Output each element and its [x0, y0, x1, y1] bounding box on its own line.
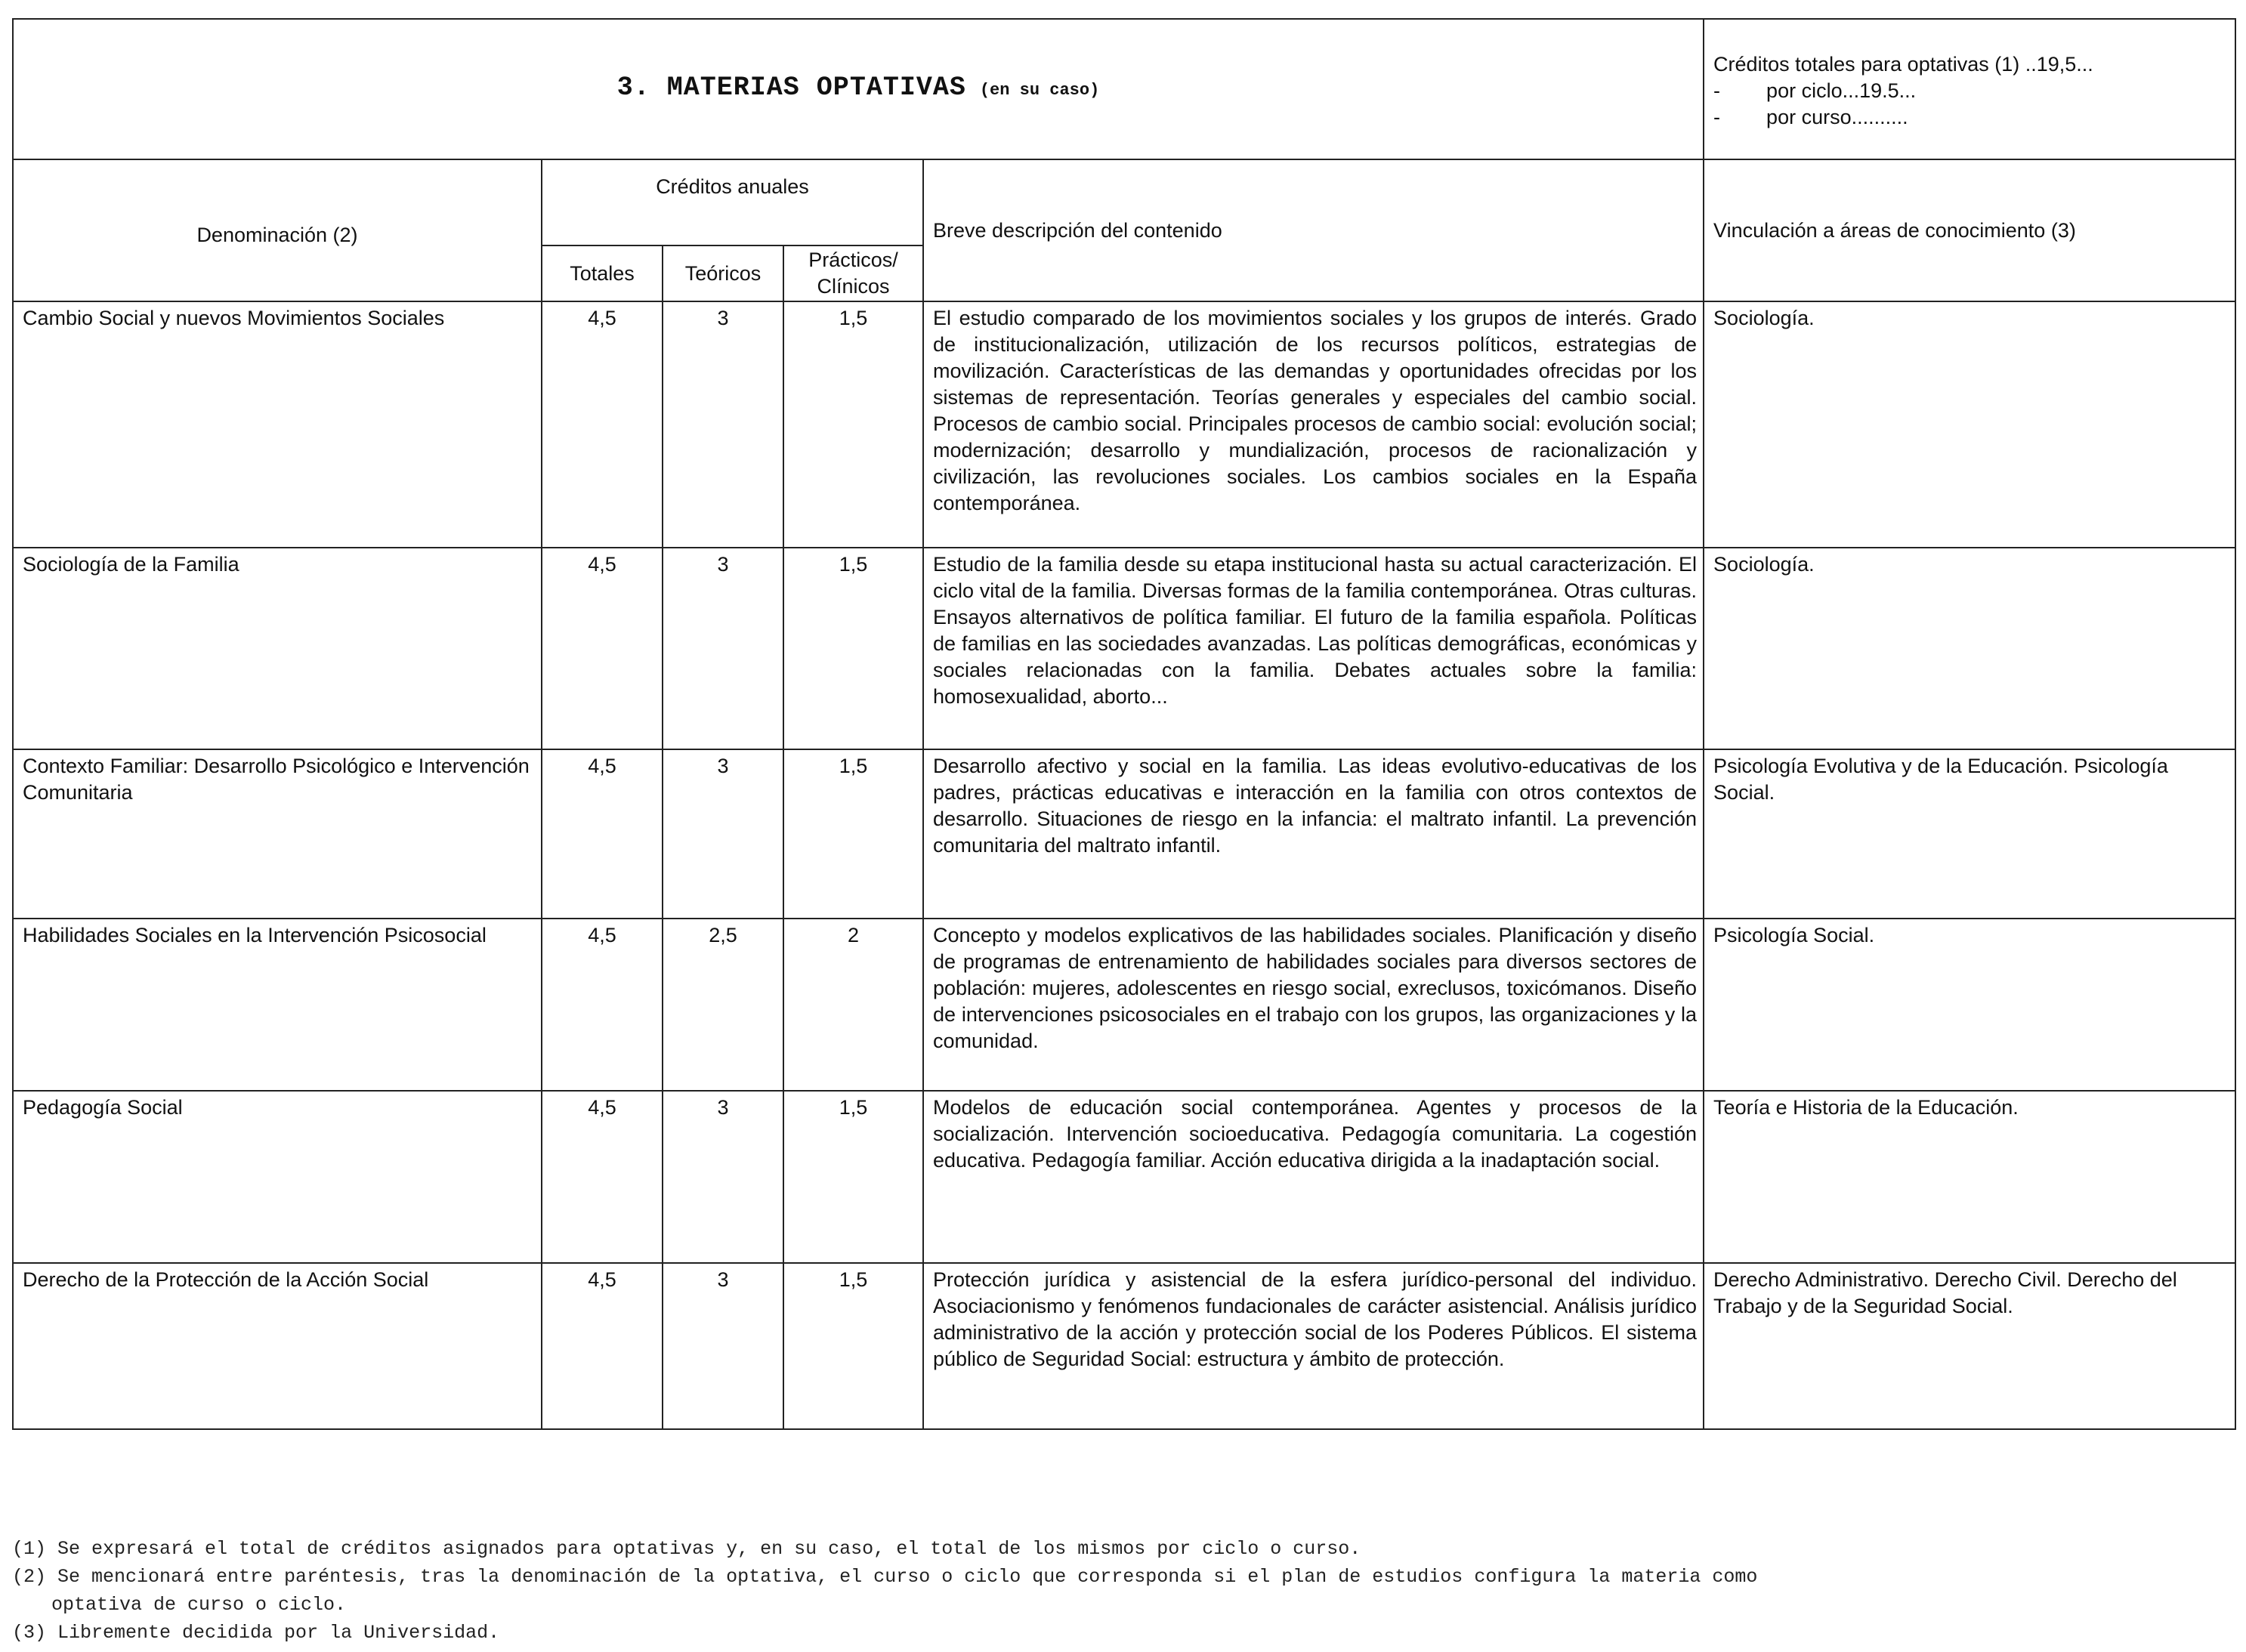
credits-summary	[1704, 19, 2235, 159]
row-teoricos: 3	[663, 301, 783, 548]
table-row	[13, 749, 2235, 919]
row-description: Concepto y modelos explicativos de las habilidades sociales. Planificación y diseño de programas de entrenamiento de habilidades sociales para diversos sectores de población: mujeres, adolescentes en riesgo social, exreclusos, toxicómanos. Diseño de intervenciones psicosociales en el trabajo con los grupos, las organizaciones y la comunidad.	[923, 919, 1704, 1091]
header-teoricos: Teóricos	[663, 245, 783, 301]
row-area: Sociología.	[1704, 301, 2235, 548]
row-practicos: 1,5	[783, 1263, 923, 1429]
row-name: Cambio Social y nuevos Movimientos Sociales	[13, 301, 542, 548]
row-description: El estudio comparado de los movimientos sociales y los grupos de interés. Grado de institucionalización, utilización de los recursos políticos, estrategias de movilización. Características de las demandas y oportunidades ofrecidas por los sistemas de representación. Teorías generales y especiales del cambio social. Procesos de cambio social. Principales procesos de cambio social: evolución social; modernización; desarrollo y mundialización, procesos de racionalización y civilización, las revoluciones sociales. Los cambios sociales en la España contemporánea.	[923, 301, 1704, 548]
row-name: Sociología de la Familia	[13, 548, 542, 749]
table-title-cell	[13, 19, 1704, 159]
row-teoricos: 3	[663, 548, 783, 749]
header-totales: Totales	[542, 245, 663, 301]
row-area: Sociología.	[1704, 548, 2235, 749]
table-row	[13, 1263, 2235, 1429]
row-totales: 4,5	[542, 919, 663, 1091]
footnotes	[12, 1535, 2203, 1647]
footnote-2: (2) Se mencionará entre paréntesis, tras la denominación de la optativa, el curso o ciclo que corresponda si el plan de estudios configura la materia como	[12, 1566, 1758, 1588]
table-row	[13, 548, 2235, 749]
row-name: Contexto Familiar: Desarrollo Psicológico e Intervención Comunitaria	[13, 749, 542, 919]
row-teoricos: 3	[663, 1091, 783, 1263]
footnote-2-continuation: optativa de curso o ciclo.	[51, 1594, 347, 1616]
footnote-3: (3) Libremente decidida por la Universidad.	[12, 1622, 500, 1644]
header-denominacion: Denominación (2)	[13, 159, 542, 301]
row-area: Psicología Evolutiva y de la Educación. Psicología Social.	[1704, 749, 2235, 919]
row-description: Modelos de educación social contemporánea. Agentes y procesos de la socialización. Intervención socioeducativa. Pedagogía comunitaria. La cogestión educativa. Pedagogía familiar. Acción educativa dirigida a la inadaptación social.	[923, 1091, 1704, 1263]
row-practicos: 1,5	[783, 1091, 923, 1263]
row-description: Desarrollo afectivo y social en la familia. Las ideas evolutivo-educativas de los padres, prácticas educativas e interacción en la familia con otros contextos de desarrollo. Situaciones de riesgo en la infancia: el maltrato infantil. La prevención comunitaria del maltrato infantil.	[923, 749, 1704, 919]
header-vinculacion: Vinculación a áreas de conocimiento (3)	[1704, 159, 2235, 301]
row-name: Pedagogía Social	[13, 1091, 542, 1263]
header-descripcion: Breve descripción del contenido	[923, 159, 1704, 301]
table-row	[13, 301, 2235, 548]
row-totales: 4,5	[542, 1091, 663, 1263]
table-title: 3. MATERIAS OPTATIVAS	[616, 73, 966, 103]
credits-total: Créditos totales para optativas (1) ..19,5...	[1713, 53, 2093, 76]
dash-marker: -	[1713, 79, 1721, 102]
table-title-note: (en su caso)	[979, 81, 1100, 100]
row-teoricos: 2,5	[663, 919, 783, 1091]
table-row	[13, 1091, 2235, 1263]
table-row	[13, 919, 2235, 1091]
row-practicos: 1,5	[783, 301, 923, 548]
row-practicos: 1,5	[783, 749, 923, 919]
optativas-table	[12, 18, 2236, 1430]
dash-marker: -	[1713, 106, 1721, 128]
row-totales: 4,5	[542, 301, 663, 548]
footnote-1: (1) Se expresará el total de créditos asignados para optativas y, en su caso, el total de los mismos por ciclo o curso.	[12, 1538, 1361, 1560]
row-teoricos: 3	[663, 1263, 783, 1429]
row-totales: 4,5	[542, 749, 663, 919]
row-teoricos: 3	[663, 749, 783, 919]
row-practicos: 1,5	[783, 548, 923, 749]
row-totales: 4,5	[542, 548, 663, 749]
row-name: Derecho de la Protección de la Acción Social	[13, 1263, 542, 1429]
row-name: Habilidades Sociales en la Intervención Psicosocial	[13, 919, 542, 1091]
header-practicos: Prácticos/ Clínicos	[783, 245, 923, 301]
header-creditos-anuales: Créditos anuales	[542, 159, 923, 245]
row-practicos: 2	[783, 919, 923, 1091]
row-description: Estudio de la familia desde su etapa institucional hasta su actual caracterización. El ciclo vital de la familia. Diversas formas de la familia contemporánea. Otras culturas. Ensayos alternativos de política familiar. El futuro de la familia española. Políticas de familias en las sociedades avanzadas. Las políticas demográficas, económicas y sociales relacionadas con la familia. Debates actuales sobre la familia: homosexualidad, aborto...	[923, 548, 1704, 749]
credits-course: por curso..........	[1766, 106, 1908, 128]
credits-cycle: por ciclo...19.5...	[1766, 79, 1917, 102]
row-area: Derecho Administrativo. Derecho Civil. Derecho del Trabajo y de la Seguridad Social.	[1704, 1263, 2235, 1429]
row-totales: 4,5	[542, 1263, 663, 1429]
row-area: Teoría e Historia de la Educación.	[1704, 1091, 2235, 1263]
row-description: Protección jurídica y asistencial de la esfera jurídico-personal del individuo. Asociacionismo y fenómenos fundacionales de carácter asistencial. Análisis jurídico administrativo de la acción y protección social de los Poderes Públicos. El sistema público de Seguridad Social: estructura y ámbito de protección.	[923, 1263, 1704, 1429]
row-area: Psicología Social.	[1704, 919, 2235, 1091]
